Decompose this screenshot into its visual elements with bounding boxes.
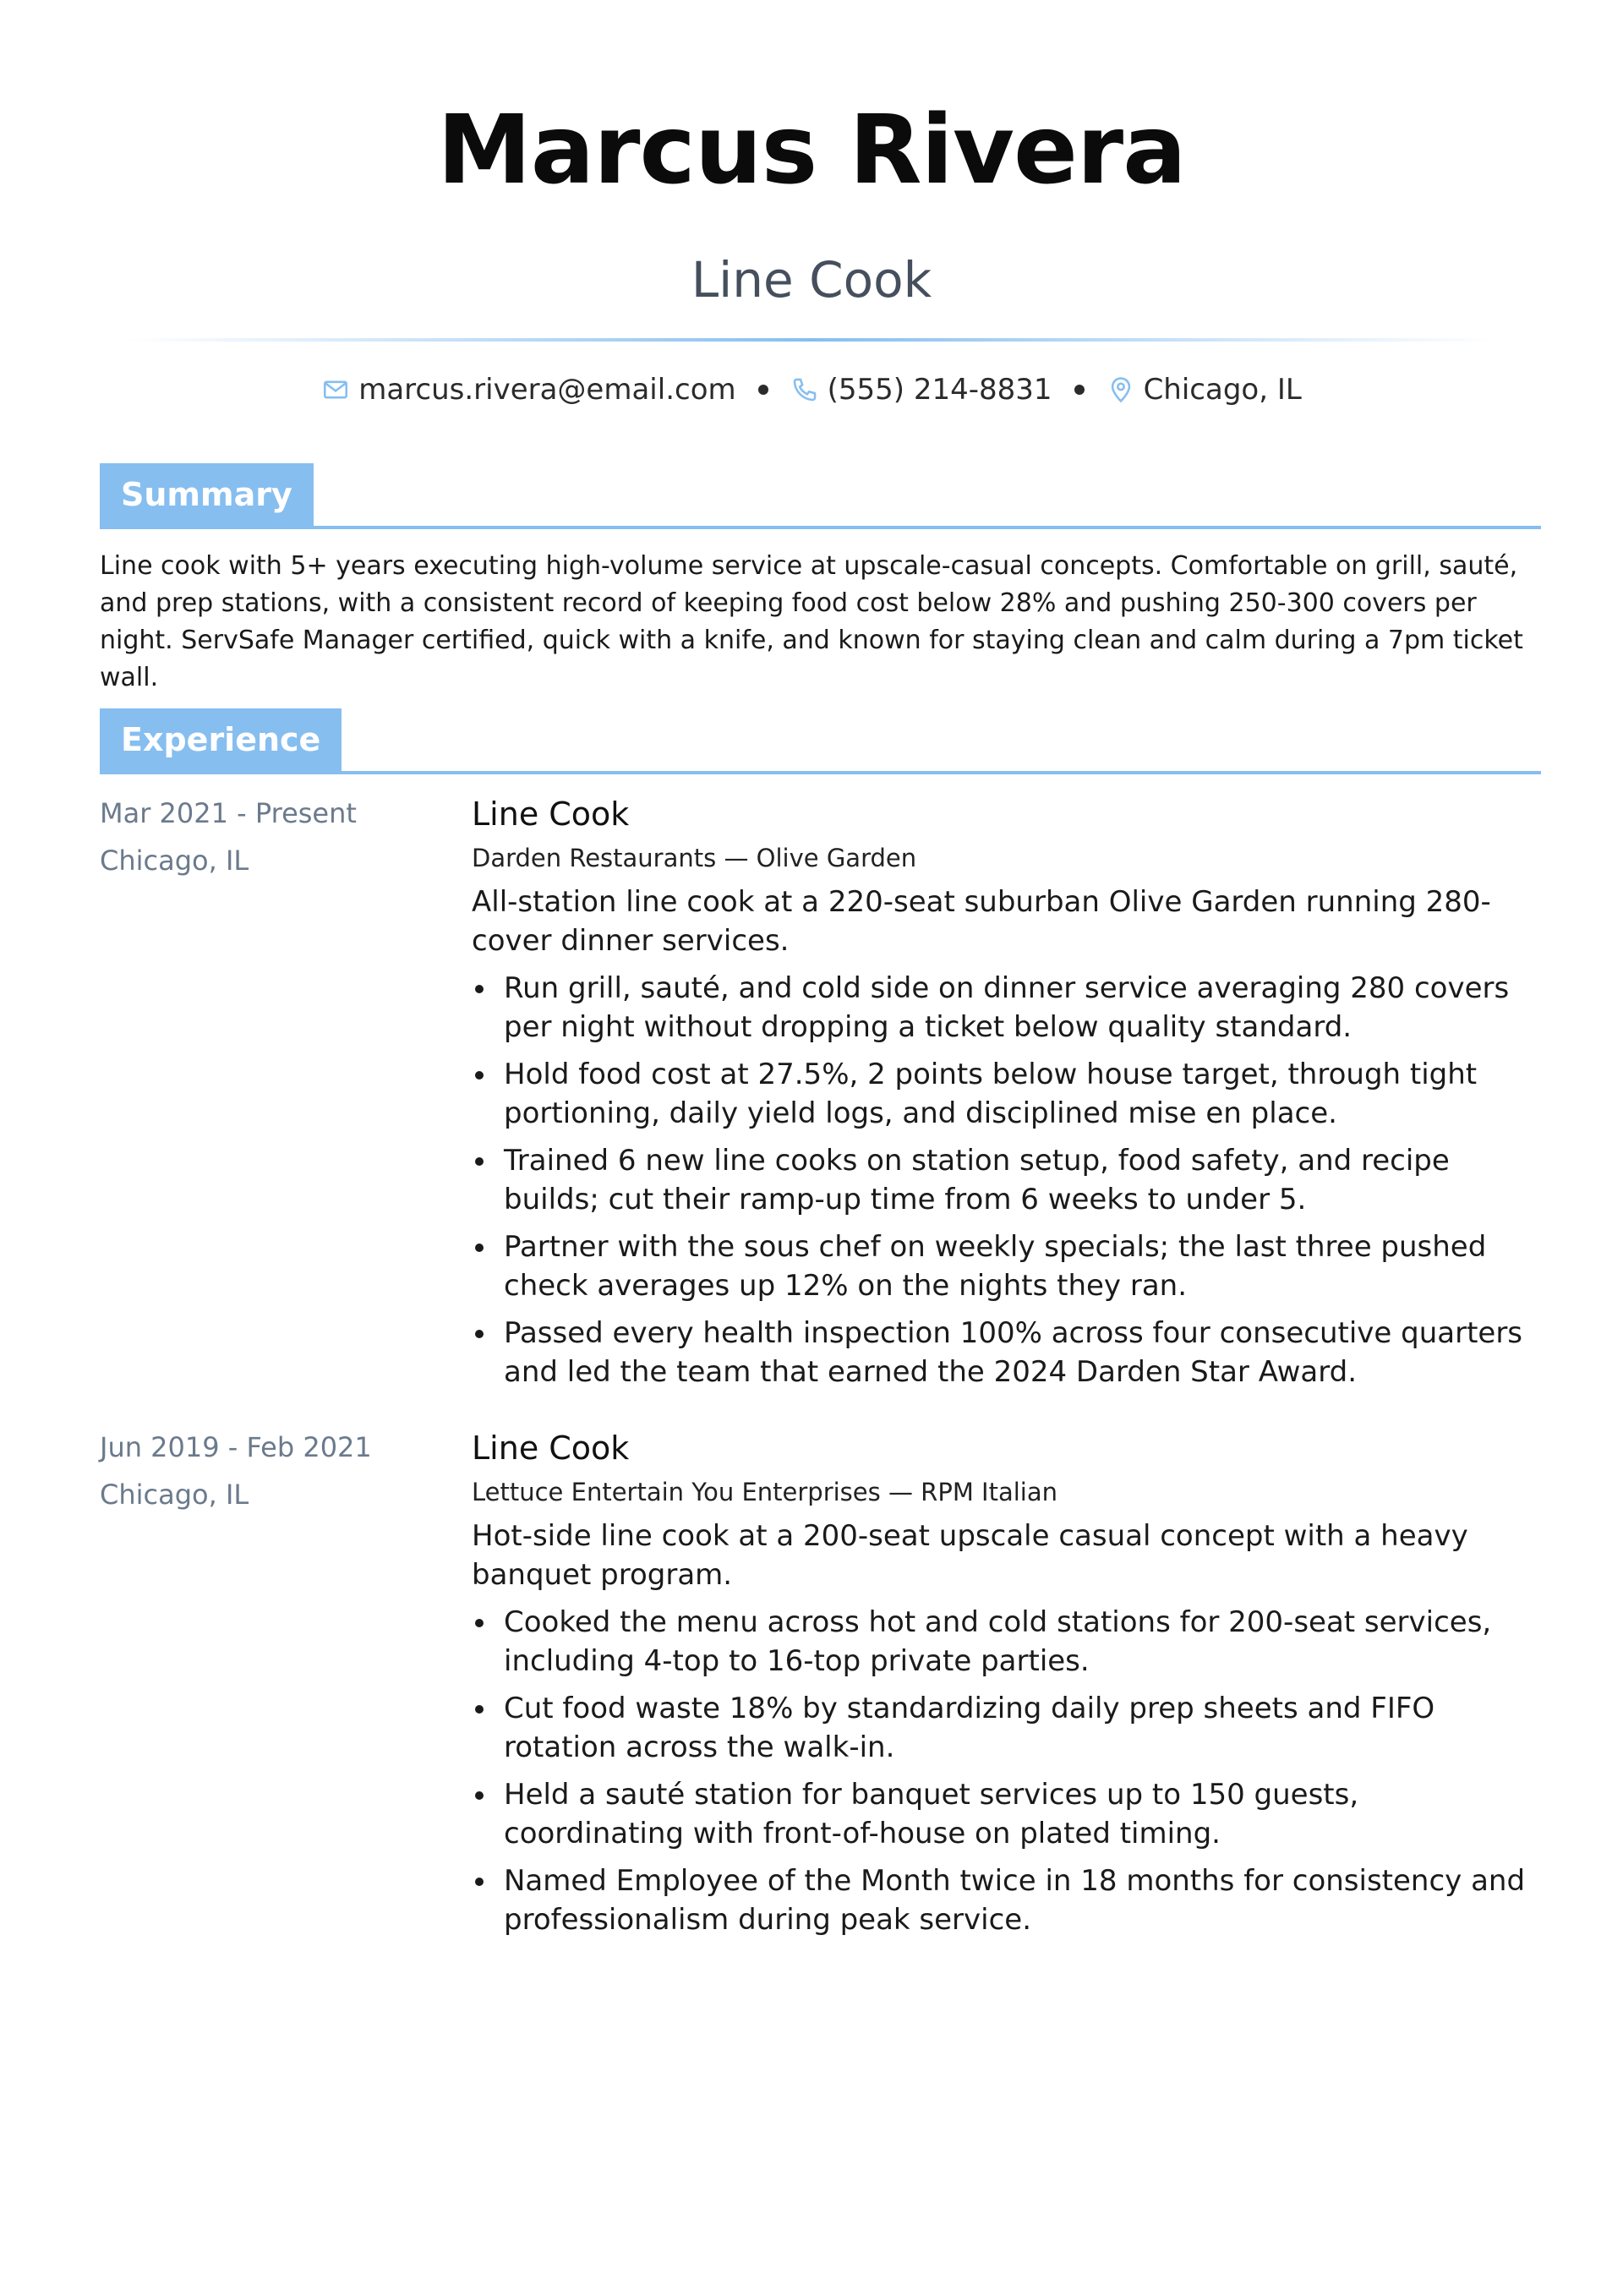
summary-heading: Summary	[100, 463, 314, 526]
job-bullet: Run grill, sauté, and cold side on dinner service averaging 280 covers per night without dropping a ticket below quality standard.	[472, 969, 1541, 1047]
experience-section-header	[100, 708, 1541, 774]
job-company: Darden Restaurants — Olive Garden	[472, 844, 917, 872]
job-bullet: Named Employee of the Month twice in 18 months for consistency and professionalism during peak service.	[472, 1861, 1541, 1939]
job-bullets	[472, 969, 1541, 1391]
experience-divider	[100, 771, 1541, 774]
title-divider	[127, 338, 1496, 342]
contact-phone[interactable]	[790, 373, 1052, 407]
job-bullet: Partner with the sous chef on weekly specials; the last three pushed check averages up 12% on the nights they ran.	[472, 1227, 1541, 1305]
contact-location	[1107, 373, 1302, 407]
mail-icon	[321, 375, 350, 404]
job-bullets	[472, 1603, 1541, 1939]
job-bullet: Held a sauté station for banquet services up to 150 guests, coordinating with front-of-house on plated timing.	[472, 1775, 1541, 1853]
contact-email[interactable]	[321, 373, 736, 407]
job-bullet: Hold food cost at 27.5%, 2 points below house target, through tight portioning, daily yield logs, and disciplined mise en place.	[472, 1055, 1541, 1133]
job-company: Lettuce Entertain You Enterprises — RPM Italian	[472, 1478, 1058, 1506]
contact-separator	[1074, 385, 1085, 395]
summary-divider	[100, 526, 1541, 529]
job-details	[472, 790, 1541, 1400]
job-location: Chicago, IL	[100, 845, 249, 877]
job-meta	[100, 1424, 455, 1518]
job-bullet: Trained 6 new line cooks on station setup, food safety, and recipe builds; cut their ramp-up time from 6 weeks to under 5.	[472, 1141, 1541, 1219]
email-text: marcus.rivera@email.com	[358, 373, 736, 407]
contact-bar	[0, 373, 1623, 407]
candidate-title: Line Cook	[691, 251, 932, 309]
summary-text: Line cook with 5+ years executing high-volume service at upscale-casual concepts. Comfortable on grill, sauté, and prep stations, with a consistent record of keeping food cost below 28% and pushing 250-300 covers per night. ServSafe Manager certified, quick with a knife, and known for staying clean and calm during a 7pm ticket wall.	[100, 551, 1523, 692]
job-meta	[100, 790, 455, 884]
job-role: Line Cook	[472, 1430, 630, 1467]
job-dates: Mar 2021 - Present	[100, 797, 357, 829]
phone-text: (555) 214-8831	[827, 373, 1052, 407]
contact-separator	[758, 385, 768, 395]
job-role: Line Cook	[472, 795, 630, 833]
job-bullet: Cut food waste 18% by standardizing daily prep sheets and FIFO rotation across the walk-in.	[472, 1689, 1541, 1767]
candidate-name: Marcus Rivera	[437, 96, 1186, 205]
job-location: Chicago, IL	[100, 1479, 249, 1511]
job-bullet: Cooked the menu across hot and cold stations for 200-seat services, including 4-top to 16-top private parties.	[472, 1603, 1541, 1681]
job-description: All-station line cook at a 220-seat suburban Olive Garden running 280-cover dinner services.	[472, 885, 1491, 958]
job-bullet: Passed every health inspection 100% across four consecutive quarters and led the team that earned the 2024 Darden Star Award.	[472, 1314, 1541, 1391]
summary-section-header	[100, 463, 1541, 529]
location-text: Chicago, IL	[1143, 373, 1302, 407]
job-details	[472, 1424, 1541, 1948]
phone-icon	[790, 375, 819, 404]
experience-heading: Experience	[100, 708, 342, 771]
job-dates: Jun 2019 - Feb 2021	[100, 1431, 372, 1463]
location-pin-icon	[1107, 375, 1135, 404]
job-description: Hot-side line cook at a 200-seat upscale casual concept with a heavy banquet program.	[472, 1519, 1468, 1592]
